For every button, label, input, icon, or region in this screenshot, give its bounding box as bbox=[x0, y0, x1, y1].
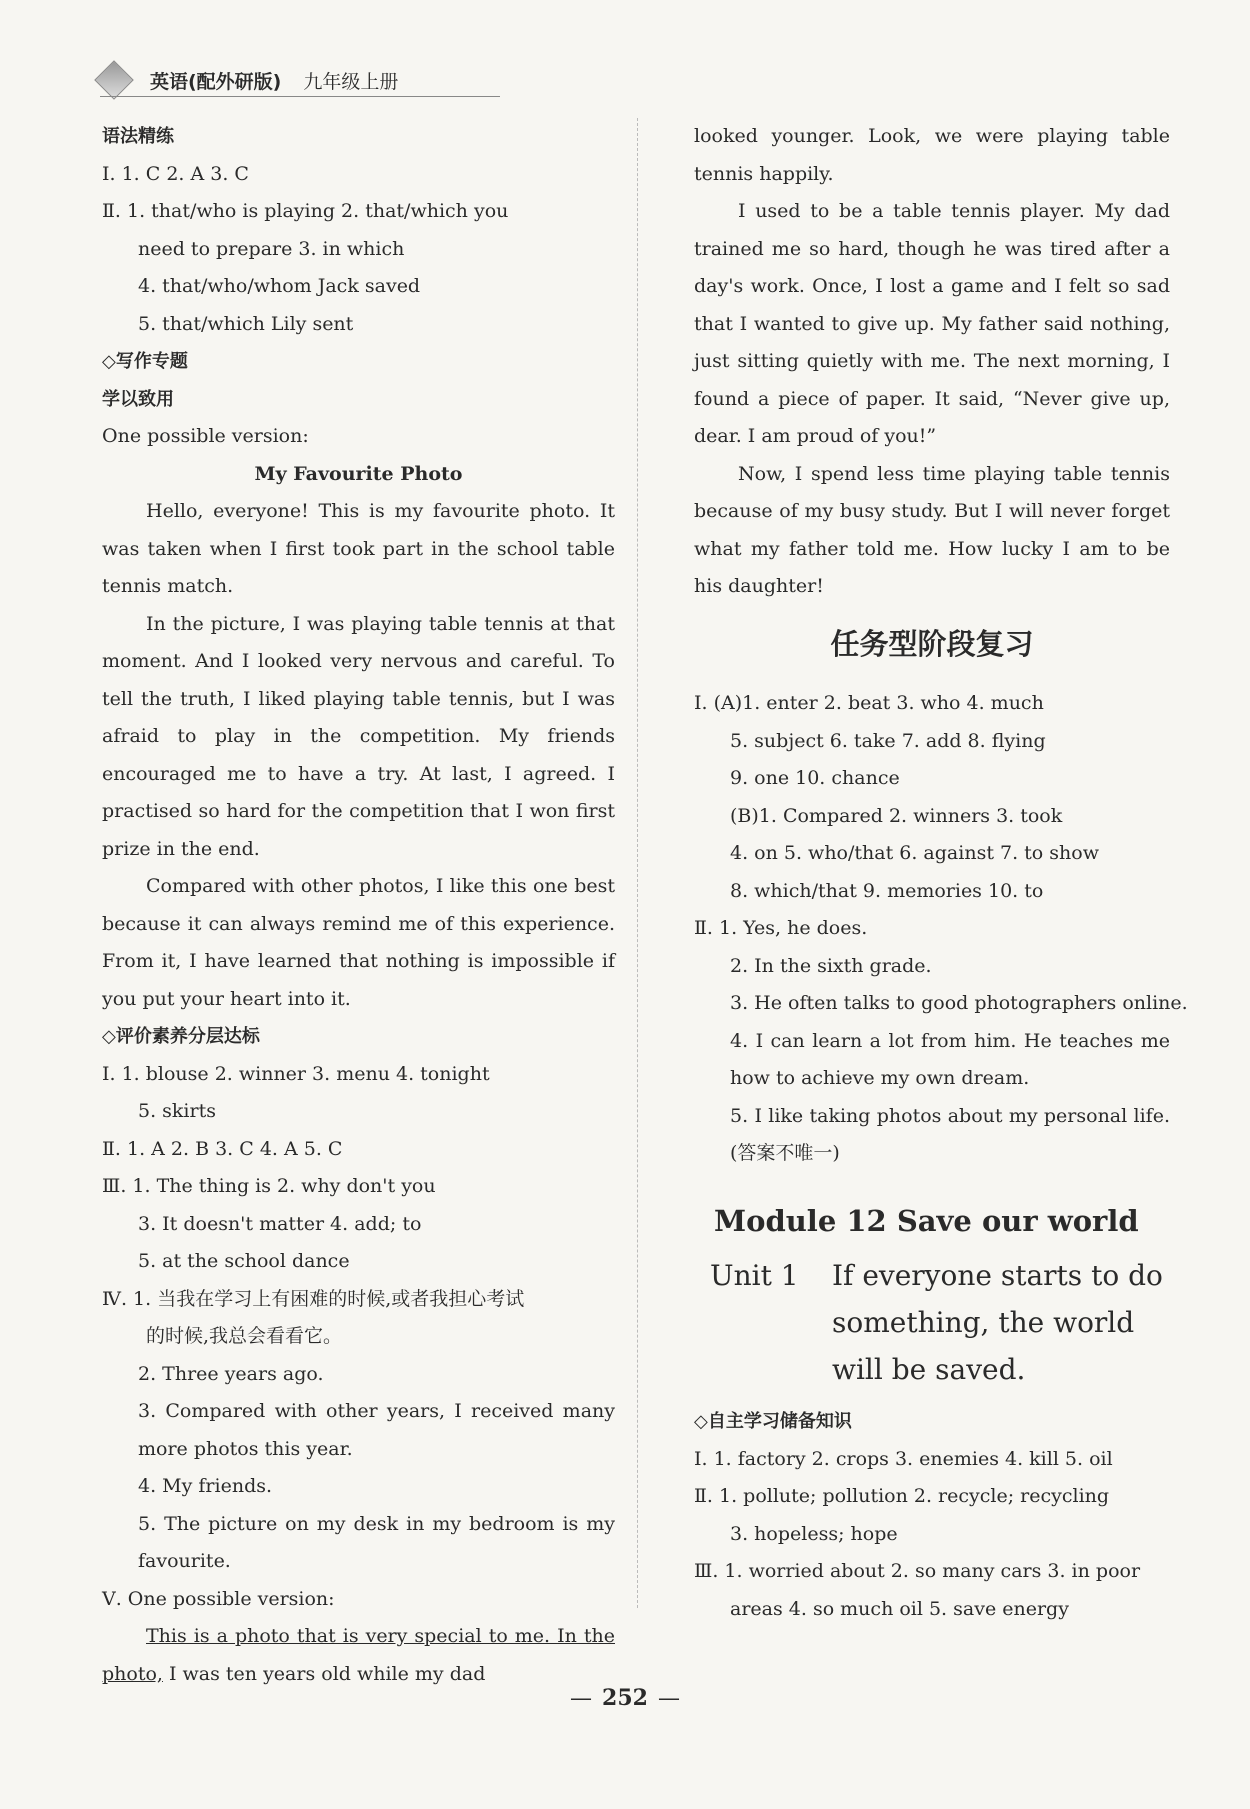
answer-line: 2. Three years ago. bbox=[138, 1362, 324, 1385]
essay-paragraph: In the picture, I was playing table tennis at that moment. And I looked very nervous and careful. To tell the truth, I liked playing table tennis, but I was afraid to play in the competition. My friends encouraged me to have a try. At last, I agreed. I practised so hard for the competition that I won first prize in the end. bbox=[102, 612, 615, 860]
answer-line: Ⅱ. 1. Yes, he does. bbox=[694, 917, 868, 939]
essay-paragraph: Hello, everyone! This is my favourite photo. It was taken when I first took part in the school table tennis match. bbox=[102, 500, 615, 597]
essay-paragraph: Now, I spend less time playing table tennis because of my busy study. But I will never forget what my father told me. How lucky I am to be his daughter! bbox=[694, 462, 1170, 597]
header-rule bbox=[100, 96, 500, 97]
answer-paragraph bbox=[102, 1618, 615, 1693]
answer-line: 3. hopeless; hope bbox=[730, 1522, 898, 1545]
answer-line: 2. In the sixth grade. bbox=[730, 954, 932, 977]
unit-title bbox=[710, 1252, 1170, 1393]
answer-line: 9. one 10. chance bbox=[730, 767, 900, 789]
answer-line: 5. subject 6. take 7. add 8. flying bbox=[730, 729, 1046, 752]
answer-line: 3. Compared with other years, I received many more photos this year. bbox=[138, 1400, 615, 1460]
section-heading: 语法精练 bbox=[102, 126, 174, 147]
right-column bbox=[694, 118, 1188, 1628]
unit-number: Unit 1 bbox=[710, 1259, 799, 1292]
essay-paragraph: Compared with other photos, I like this one best because it can always remind me of this experience. From it, I have learned that nothing is impossible if you put your heart into it. bbox=[102, 875, 615, 1010]
running-header bbox=[100, 62, 500, 98]
column-divider bbox=[637, 118, 638, 1608]
answer-line: Ⅴ. One possible version: bbox=[102, 1587, 335, 1610]
answer-line: Ⅱ. 1. pollute; pollution 2. recycle; recycling bbox=[694, 1485, 1110, 1507]
answer-line: Ⅰ. 1. C 2. A 3. C bbox=[102, 162, 249, 185]
answer-line: 的时候,我总会看看它。 bbox=[146, 1325, 343, 1347]
answer-line: 4. on 5. who/that 6. against 7. to show bbox=[730, 842, 1099, 864]
answer-line: areas 4. so much oil 5. save energy bbox=[730, 1597, 1069, 1620]
left-column bbox=[102, 118, 615, 1693]
section-heading: ◇评价素养分层达标 bbox=[102, 1026, 260, 1047]
answer-line: 3. It doesn't matter 4. add; to bbox=[138, 1212, 422, 1235]
answer-line: (B)1. Compared 2. winners 3. took bbox=[730, 804, 1063, 827]
answer-line: 8. which/that 9. memories 10. to bbox=[730, 879, 1044, 902]
answer-line: 4. I can learn a lot from him. He teaches me how to achieve my own dream. bbox=[730, 1029, 1170, 1089]
essay-paragraph: I used to be a table tennis player. My dad trained me so hard, though he was tired after a day's work. Once, I lost a game and I felt so sad that I wanted to give up. My father said nothing, just sitting quietly with me. The next morning, I found a piece of paper. It said, “Never give up, dear. I am proud of you!” bbox=[694, 200, 1170, 447]
unit-heading: If everyone starts to do something, the world will be saved. bbox=[832, 1259, 1163, 1386]
answer-line: 5. The picture on my desk in my bedroom is my favourite. bbox=[138, 1512, 615, 1572]
answer-line: 3. He often talks to good photographers online. bbox=[730, 992, 1188, 1014]
answer-line: One possible version: bbox=[102, 425, 309, 447]
answer-line: Ⅲ. 1. worried about 2. so many cars 3. in poor bbox=[694, 1560, 1141, 1582]
essay-paragraph: looked younger. Look, we were playing table tennis happily. bbox=[694, 125, 1170, 185]
answer-line: Ⅰ. 1. blouse 2. winner 3. menu 4. tonight bbox=[102, 1062, 490, 1085]
section-heading: ◇自主学习储备知识 bbox=[694, 1411, 852, 1432]
diamond-logo-icon bbox=[94, 60, 134, 100]
answer-line: Ⅱ. 1. that/who is playing 2. that/which you bbox=[102, 200, 509, 222]
answer-line: Ⅰ. 1. factory 2. crops 3. enemies 4. kill 5. oil bbox=[694, 1447, 1113, 1470]
page-number: — 252 — bbox=[560, 1685, 690, 1711]
answer-line: Ⅱ. 1. A 2. B 3. C 4. A 5. C bbox=[102, 1137, 343, 1160]
book-title: 英语(配外研版) bbox=[150, 70, 282, 93]
module-title: Module 12 Save our world bbox=[714, 1203, 1139, 1238]
underlined-text: This is a photo that is very special to me. In the photo, bbox=[102, 1625, 615, 1685]
essay-title: My Favourite Photo bbox=[254, 462, 463, 485]
answer-line: 5. skirts bbox=[138, 1100, 216, 1122]
answer-line: 5. at the school dance bbox=[138, 1250, 350, 1272]
paragraph-text: I was ten years old while my dad bbox=[162, 1662, 486, 1685]
section-heading: ◇写作专题 bbox=[102, 351, 188, 372]
answer-line: Ⅳ. 1. 当我在学习上有困难的时候,或者我担心考试 bbox=[102, 1287, 525, 1310]
section-title: 任务型阶段复习 bbox=[830, 626, 1034, 661]
answer-line: 4. that/who/whom Jack saved bbox=[138, 275, 421, 297]
answer-line: 5. I like taking photos about my personal life.(答案不唯一) bbox=[730, 1104, 1170, 1164]
answer-line: 4. My friends. bbox=[138, 1475, 273, 1497]
section-heading: 学以致用 bbox=[102, 388, 174, 410]
answer-line: need to prepare 3. in which bbox=[138, 237, 405, 260]
book-grade: 九年级上册 bbox=[303, 70, 399, 93]
answer-line: Ⅰ. (A)1. enter 2. beat 3. who 4. much bbox=[694, 692, 1044, 714]
answer-line: 5. that/which Lily sent bbox=[138, 312, 354, 335]
answer-line: Ⅲ. 1. The thing is 2. why don't you bbox=[102, 1175, 436, 1197]
